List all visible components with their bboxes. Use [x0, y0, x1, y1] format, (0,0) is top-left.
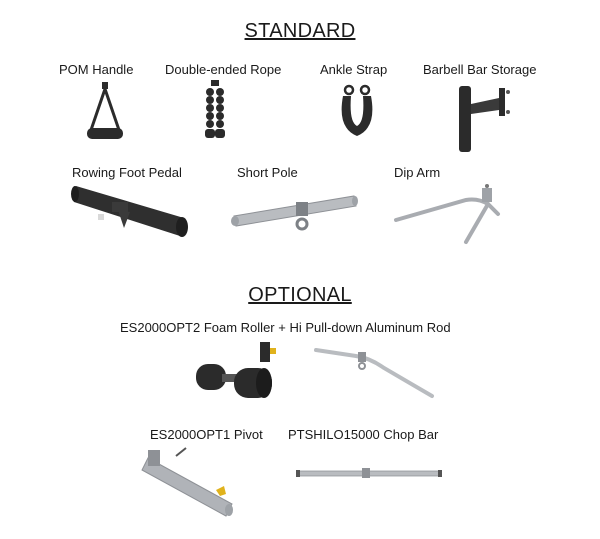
- barbell-bar-storage-icon: [455, 82, 515, 154]
- ankle-strap-label: Ankle Strap: [320, 62, 388, 77]
- pivot-icon: [140, 448, 238, 520]
- dip-arm-label: Dip Arm: [394, 165, 441, 180]
- dip-arm-icon: [392, 184, 504, 250]
- short-pole-icon: [230, 192, 360, 236]
- pom-handle-icon: [85, 82, 125, 144]
- double-ended-rope-icon: [200, 80, 230, 140]
- pulldown-rod-icon: [312, 344, 450, 404]
- chop-bar-label: PTSHILO15000 Chop Bar: [288, 427, 439, 442]
- barbell-bar-storage-label: Barbell Bar Storage: [423, 62, 537, 77]
- double-ended-rope-label: Double-ended Rope: [165, 62, 282, 77]
- optional-heading: OPTIONAL: [248, 284, 352, 306]
- chop-bar-icon: [296, 464, 442, 482]
- ankle-strap-icon: [335, 82, 379, 140]
- foam-roller-rod-label: ES2000OPT2 Foam Roller + Hi Pull-down Aluminum Rod: [120, 320, 451, 335]
- short-pole-label: Short Pole: [237, 165, 298, 180]
- foam-roller-and-pulldown-rod-icon: [194, 340, 280, 404]
- pom-handle-label: POM Handle: [59, 62, 134, 77]
- pivot-label: ES2000OPT1 Pivot: [150, 427, 263, 442]
- rowing-foot-pedal-label: Rowing Foot Pedal: [72, 165, 182, 180]
- standard-heading: STANDARD: [244, 20, 356, 42]
- rowing-foot-pedal-icon: [72, 180, 190, 242]
